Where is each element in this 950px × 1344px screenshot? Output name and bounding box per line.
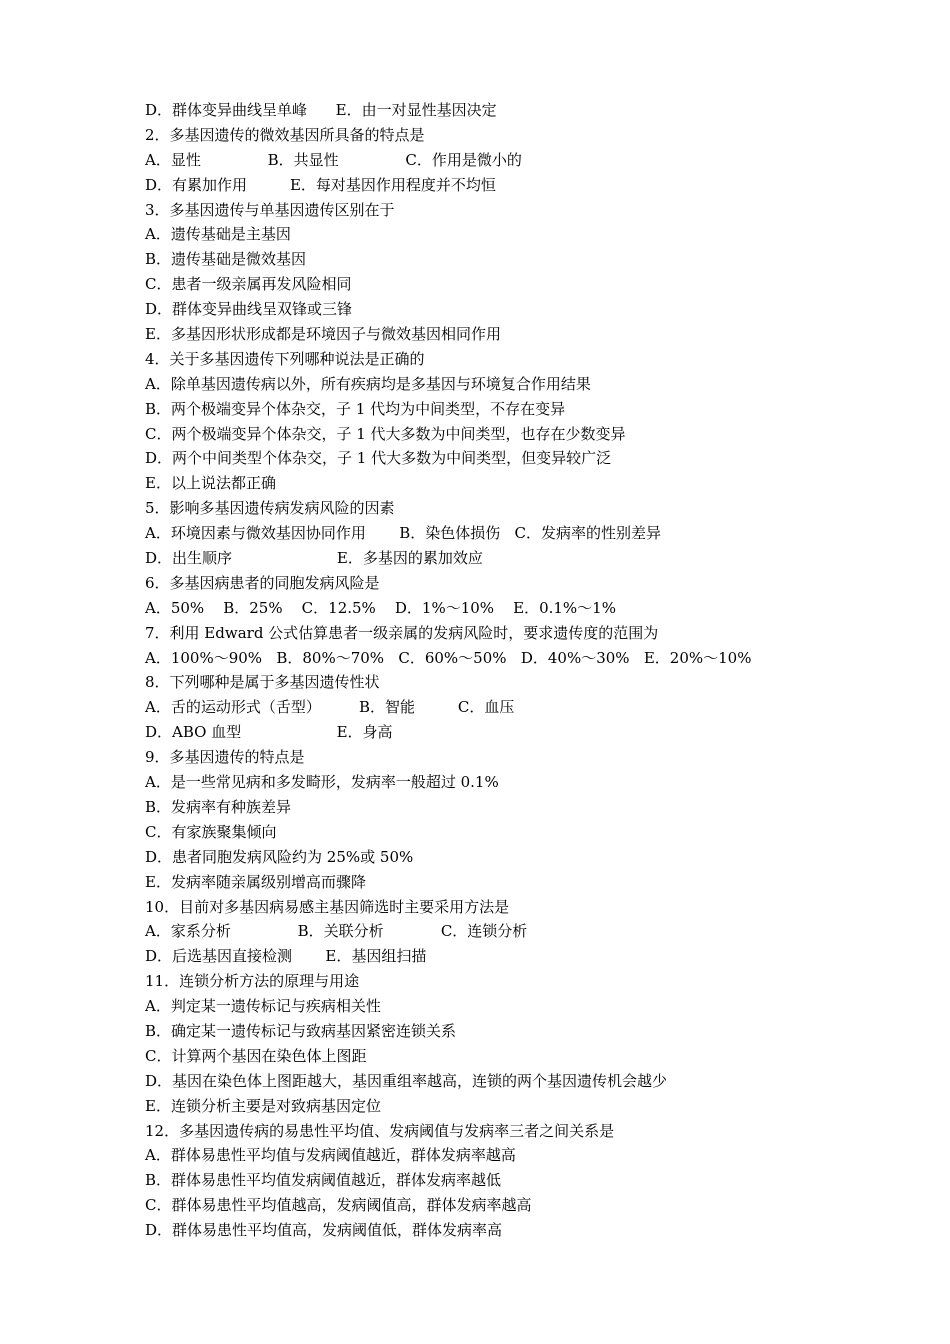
text-line: D．基因在染色体上图距越大，基因重组率越高，连锁的两个基因遗传机会越少: [145, 1071, 668, 1090]
text-line: D．有累加作用 E．每对基因作用程度并不均恒: [145, 175, 496, 194]
text-line: A．是一些常见病和多发畸形，发病率一般超过 0.1%: [145, 773, 499, 792]
text-line: C．患者一级亲属再发风险相同: [145, 275, 352, 294]
text-line: E．多基因形状形成都是环境因子与微效基因相同作用: [145, 325, 501, 344]
text-line: D．患者同胞发病风险约为 25%或 50%: [145, 847, 414, 866]
text-line: C．两个极端变异个体杂交，子 1 代大多数为中间类型，也存在少数变异: [145, 424, 626, 443]
text-line: D．群体变异曲线呈双锋或三锋: [145, 300, 353, 319]
text-line: D．ABO 血型 E．身高: [145, 723, 393, 742]
text-line: D．两个中间类型个体杂交，子 1 代大多数为中间类型，但变异较广泛: [145, 449, 612, 468]
text-line: A．遗传基础是主基因: [145, 225, 291, 244]
question-7: 7．利用 Edward 公式估算患者一级亲属的发病风险时，要求遗传度的范围为: [145, 623, 659, 642]
text-line: B．群体易患性平均值发病阈值越近，群体发病率越低: [145, 1171, 502, 1190]
text-line: E．发病率随亲属级别增高而骤降: [145, 872, 366, 891]
question-8: 8．下列哪种是属于多基因遗传性状: [145, 673, 380, 692]
text-line: E．以上说法都正确: [145, 474, 276, 493]
question-3: 3．多基因遗传与单基因遗传区别在于: [145, 200, 395, 219]
question-10: 10．目前对多基因病易感主基因筛选时主要采用方法是: [145, 897, 510, 916]
question-12: 12．多基因遗传病的易患性平均值、发病阈值与发病率三者之间关系是: [145, 1121, 615, 1140]
question-2: 2．多基因遗传的微效基因所具备的特点是: [145, 125, 425, 144]
text-line: A．群体易患性平均值与发病阈值越近，群体发病率越高: [145, 1146, 516, 1165]
text-line: D．后选基因直接检测 E．基因组扫描: [145, 947, 427, 966]
text-line: A．除单基因遗传病以外，所有疾病均是多基因与环境复合作用结果: [145, 374, 591, 393]
question-4: 4．关于多基因遗传下列哪种说法是正确的: [145, 349, 425, 368]
document-page: [145, 98, 865, 1243]
text-line: A．家系分析 B．关联分析 C．连锁分析: [145, 922, 528, 941]
text-line: E．连锁分析主要是对致病基因定位: [145, 1096, 381, 1115]
text-line: D．群体易患性平均值高，发病阈值低，群体发病率高: [145, 1221, 503, 1240]
text-line: B．发病率有种族差异: [145, 797, 292, 816]
text-line: D．出生顺序 E．多基因的累加效应: [145, 549, 483, 568]
question-5: 5．影响多基因遗传病发病风险的因素: [145, 499, 395, 518]
text-line: A．舌的运动形式（舌型） B．智能 C．血压: [145, 698, 515, 717]
text-line: B．两个极端变异个体杂交，子 1 代均为中间类型，不存在变异: [145, 399, 566, 418]
question-11: 11．连锁分析方法的原理与用途: [145, 972, 360, 991]
question-6: 6．多基因病患者的同胞发病风险是: [145, 573, 380, 592]
text-line: C．有家族聚集倾向: [145, 822, 277, 841]
text-line: B．确定某一遗传标记与致病基因紧密连锁关系: [145, 1021, 457, 1040]
text-line: D．群体变异曲线呈单峰 E．由一对显性基因决定: [145, 101, 497, 119]
text-line: B．遗传基础是微效基因: [145, 250, 307, 269]
question-9: 9．多基因遗传的特点是: [145, 748, 305, 767]
text-line: C．计算两个基因在染色体上图距: [145, 1046, 367, 1065]
text-line: A．显性 B．共显性 C．作用是微小的: [145, 150, 522, 169]
text-line: A．50% B．25% C．12.5% D．1%～10% E．0.1%～1%: [145, 598, 616, 617]
text-line: C．群体易患性平均值越高，发病阈值高，群体发病率越高: [145, 1196, 532, 1215]
text-line: A．判定某一遗传标记与疾病相关性: [145, 997, 381, 1016]
text-line: A．环境因素与微效基因协同作用 B．染色体损伤 C．发病率的性别差异: [145, 524, 662, 543]
text-line: A．100%～90% B．80%～70% C．60%～50% D．40%～30% E．20%～10%: [145, 648, 752, 667]
